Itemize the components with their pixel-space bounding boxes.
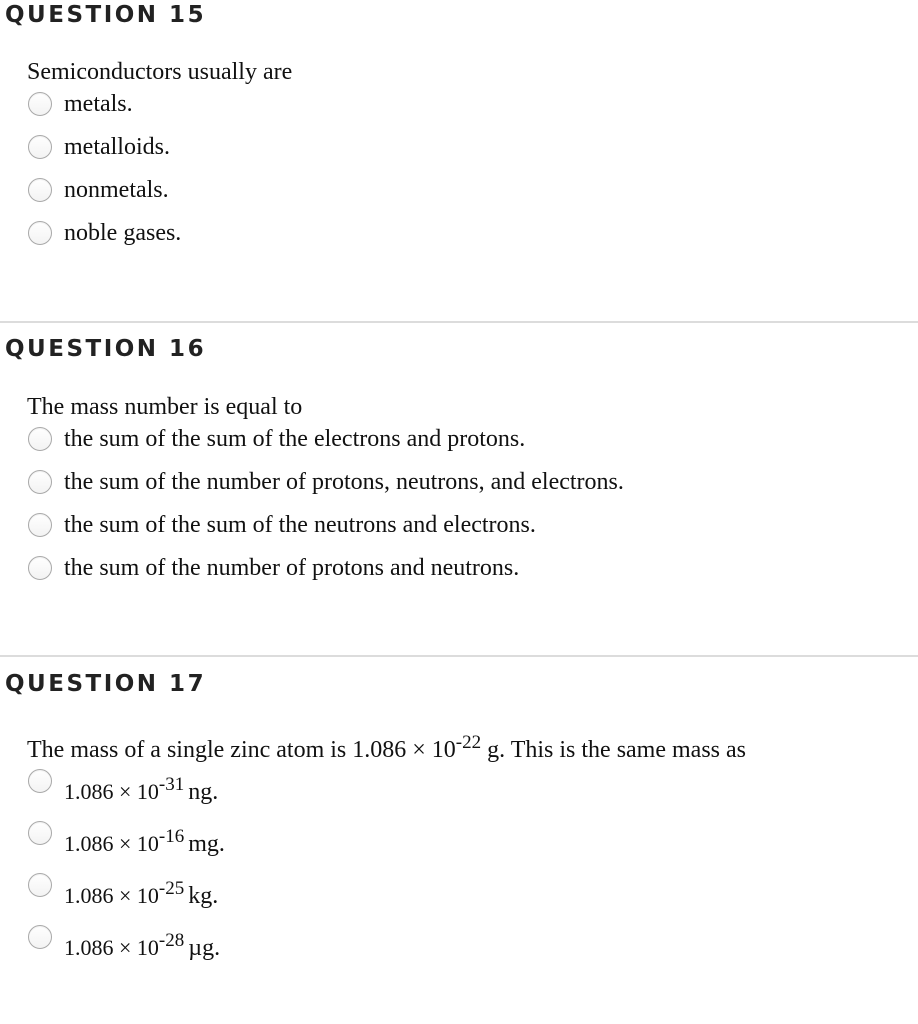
question-header: QUESTION 16 [5,336,207,362]
answer-option[interactable] [28,132,170,162]
answer-option[interactable] [28,89,133,119]
option-label: the sum of the sum of the neutrons and electrons. [64,512,536,538]
answer-option[interactable] [28,873,219,909]
option-label [64,826,225,857]
radio-button[interactable] [28,221,52,245]
radio-button[interactable] [28,925,52,949]
option-base: 1.086 × 10 [64,883,159,908]
option-label: metals. [64,91,133,117]
answer-option[interactable] [28,925,221,961]
option-label [64,774,219,805]
option-label: the sum of the number of protons and neutrons. [64,555,520,581]
option-base: 1.086 × 10 [64,831,159,856]
radio-button[interactable] [28,178,52,202]
option-label: the sum of the sum of the electrons and protons. [64,426,526,452]
answer-option[interactable] [28,769,219,805]
question-text [27,732,746,763]
answer-option[interactable] [28,821,225,857]
option-base: 1.086 × 10 [64,779,159,804]
radio-button[interactable] [28,873,52,897]
question-text-start: The mass of a single zinc atom is 1.086 × 10 [27,737,456,763]
answer-option[interactable] [28,553,519,583]
answer-option[interactable] [28,510,536,540]
radio-button[interactable] [28,470,52,494]
radio-button[interactable] [28,769,52,793]
option-label: nonmetals. [64,177,169,203]
option-label: metalloids. [64,134,170,160]
exponent: -16 [158,826,185,847]
answer-option[interactable] [28,218,181,248]
question-divider [0,655,918,657]
exponent: -28 [158,930,185,951]
radio-button[interactable] [28,427,52,451]
question-text: The mass number is equal to [27,394,303,420]
option-label [64,878,219,909]
answer-option[interactable] [28,424,525,454]
option-unit: mg. [188,831,225,857]
radio-button[interactable] [28,513,52,537]
answer-option[interactable] [28,467,624,497]
radio-button[interactable] [28,556,52,580]
option-unit: µg. [188,935,221,961]
question-header: QUESTION 17 [5,671,207,697]
option-unit: kg. [188,883,219,909]
option-label: the sum of the number of protons, neutrons, and electrons. [64,469,624,495]
exponent: -31 [158,774,185,795]
option-label [64,930,221,961]
option-label: noble gases. [64,220,182,246]
radio-button[interactable] [28,92,52,116]
radio-button[interactable] [28,821,52,845]
question-text: Semiconductors usually are [27,59,293,85]
option-unit: ng. [188,779,219,805]
question-header: QUESTION 15 [5,2,207,28]
radio-button[interactable] [28,135,52,159]
exponent: -22 [455,732,482,753]
answer-option[interactable] [28,175,169,205]
option-base: 1.086 × 10 [64,935,159,960]
exponent: -25 [158,878,185,899]
question-text-end: g. This is the same mass as [481,737,746,763]
question-divider [0,321,918,323]
